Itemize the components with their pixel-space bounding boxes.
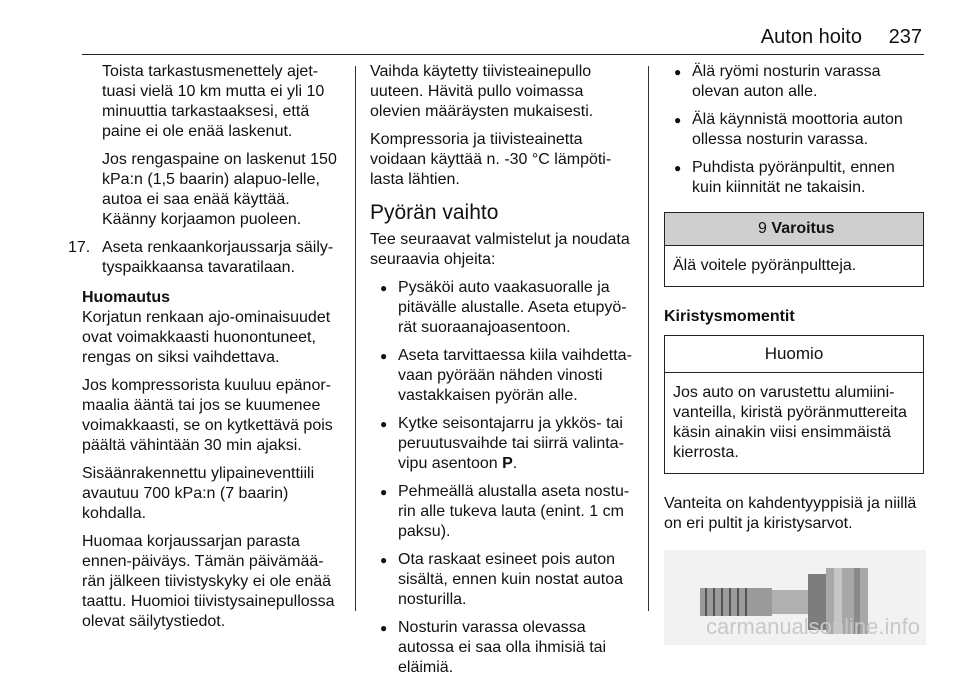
list-item: ● Aseta tarvittaessa kiila vaihdetta-vaan pyörään nähden vinosti vastakkaisen pyörän alle.	[380, 347, 632, 404]
bullet-icon: ●	[380, 417, 388, 431]
preparation-list	[370, 278, 636, 678]
bullet-icon: ●	[380, 281, 388, 295]
paragraph: Sisäänrakennettu ylipaineventtiili avautuu 700 kPa:n (7 baarin) kohdalla.	[82, 465, 315, 522]
list-item: ● Älä käynnistä moottoria auton ollessa nosturin varassa.	[674, 111, 903, 148]
bullet-icon: ●	[674, 113, 682, 127]
list-item: ● Pehmeällä alustalla aseta nostu-rin alle tukeva lauta (enint. 1 cm paksu).	[380, 483, 630, 540]
paragraph: Vanteita on kahdentyyppisiä ja niillä on eri pultit ja kiristysarvot.	[664, 495, 917, 532]
header-rule	[82, 54, 924, 55]
notice-title: Huomio	[665, 336, 923, 373]
paragraph: Jos rengaspaine on laskenut 150 kPa:n (1,5 baarin) alapuo-lelle, autoa ei saa enää käyttää. Käänny korjaamon puoleen.	[102, 151, 337, 228]
bullet-icon: ●	[380, 349, 388, 363]
warning-box	[664, 212, 924, 287]
column-divider-1	[355, 66, 356, 611]
bullet-icon: ●	[380, 621, 388, 635]
column-1	[68, 62, 340, 640]
warning-text: Älä voitele pyöränpultteja.	[673, 257, 857, 274]
caution-list	[664, 62, 924, 198]
list-item: ● Pysäköi auto vaakasuoralle ja pitävälle alustalle. Aseta etupyö-rät suoraanajoasentoon.	[380, 279, 627, 336]
warning-icon: 9	[757, 220, 767, 237]
intro-text: Tee seuraavat valmistelut ja noudata seuraavia ohjeita:	[370, 231, 630, 268]
column-3	[664, 62, 924, 651]
warning-title: Varoitus	[771, 220, 835, 237]
header-title: Auton hoito	[760, 26, 862, 48]
paragraph: Jos kompressorista kuuluu epänor-maalia ääntä tai jos se kuumenee voimakkaasti, se on kytkettävä pois päältä vähintään 30 min ajaksi.	[82, 377, 333, 454]
paragraph: Kompressoria ja tiivisteainetta voidaan käyttää n. -30 °C lämpöti-lasta lähtien.	[370, 131, 612, 188]
notice-text: Jos auto on varustettu alumiini-vanteilla, kiristä pyöränmuttereita käsin ainakin viisi ensimmäistä kierrosta.	[673, 384, 907, 461]
note-title: Huomautus	[82, 289, 170, 306]
bullet-icon: ●	[674, 161, 682, 175]
subheading: Kiristysmomentit	[664, 308, 795, 325]
paragraph: Vaihda käytetty tiivisteainepullo uuteen. Hävitä pullo voimassa olevien määräysten mukaisesti.	[370, 63, 594, 120]
list-item: ● Kytke seisontajarru ja ykkös- tai peruutusvaihde tai siirrä valinta-vipu asentoon P.	[380, 415, 624, 472]
paragraph: Huomaa korjaussarjan parasta ennen-päiväys. Tämän päivämää-rän jälkeen tiivistyskyky ei ole enää taattu. Huomioi tiivistysainepullossa olevat säilytystiedot.	[82, 533, 335, 630]
list-item: ● Puhdista pyöränpultit, ennen kuin kiinnität ne takaisin.	[674, 159, 895, 196]
bullet-icon: ●	[380, 553, 388, 567]
section-heading: Pyörän vaihto	[370, 201, 499, 224]
bullet-icon: ●	[380, 485, 388, 499]
step-number: 17.	[68, 239, 91, 256]
note-text: Korjatun renkaan ajo-ominaisuudet ovat voimakkaasti huonontuneet, rengas on siksi vaihdettava.	[82, 309, 331, 366]
column-2	[370, 62, 636, 686]
list-item: ● Ota raskaat esineet pois auton sisältä, ennen kuin nostat autoa nosturilla.	[380, 551, 624, 608]
watermark: carmanualsonline.info	[705, 614, 920, 639]
step-17	[68, 238, 340, 278]
list-item: ● Älä ryömi nosturin varassa olevan auton alle.	[674, 63, 881, 100]
page-number: 237	[888, 26, 922, 48]
paragraph: Toista tarkastusmenettely ajet-tuasi vielä 10 km mutta ei yli 10 minuuttia tarkastaaksesi, että paine ei ole enää laskenut.	[102, 63, 325, 140]
step-text: Aseta renkaankorjaussarja säily-tyspaikkaansa tavaratilaan.	[102, 239, 334, 276]
warning-header	[665, 213, 923, 246]
bullet-icon: ●	[674, 65, 682, 79]
list-item: ● Nosturin varassa olevassa autossa ei saa olla ihmisiä tai eläimiä.	[380, 619, 607, 676]
column-divider-2	[648, 66, 649, 611]
notice-box	[664, 335, 924, 474]
